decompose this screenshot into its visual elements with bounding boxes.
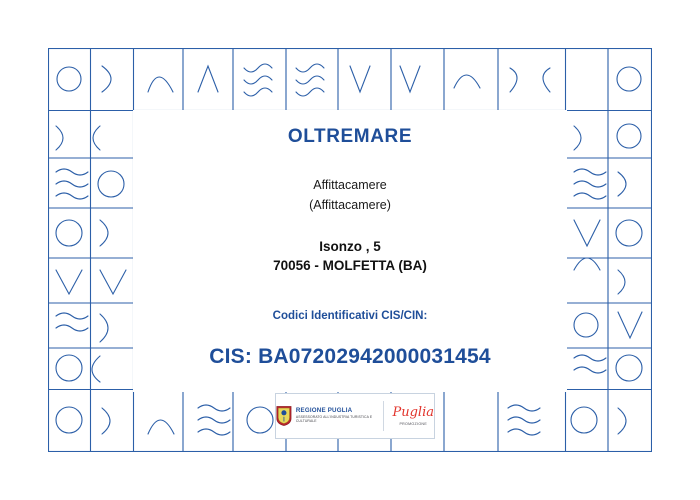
certificate-content (133, 110, 567, 392)
puglia-promozione-logo (392, 406, 434, 426)
puglia-tagline: PROMOZIONE (399, 422, 428, 426)
regione-text-block (296, 408, 374, 423)
logos-strip (275, 393, 435, 439)
establishment-name: OLTREMARE (287, 126, 413, 147)
codes-label: Codici Identificativi CIS/CIN: (272, 310, 428, 322)
address-line: Isonzo , 5 (319, 239, 381, 254)
regione-department: ASSESSORATO ALL'INDUSTRIA TURISTICA E CULTURALE (295, 415, 373, 423)
cis-code: CIS: BA07202942000031454 (209, 345, 491, 368)
regione-puglia-logo (276, 403, 374, 429)
logo-divider (383, 401, 384, 431)
establishment-type: Affittacamere (313, 178, 387, 192)
city-line: 70056 - MOLFETTA (BA) (273, 258, 427, 273)
coat-of-arms-icon (276, 403, 292, 429)
regione-name: REGIONE PUGLIA (295, 407, 353, 415)
establishment-type-alt: (Affittacamere) (309, 198, 391, 212)
puglia-wordmark: Puglia (392, 405, 434, 420)
